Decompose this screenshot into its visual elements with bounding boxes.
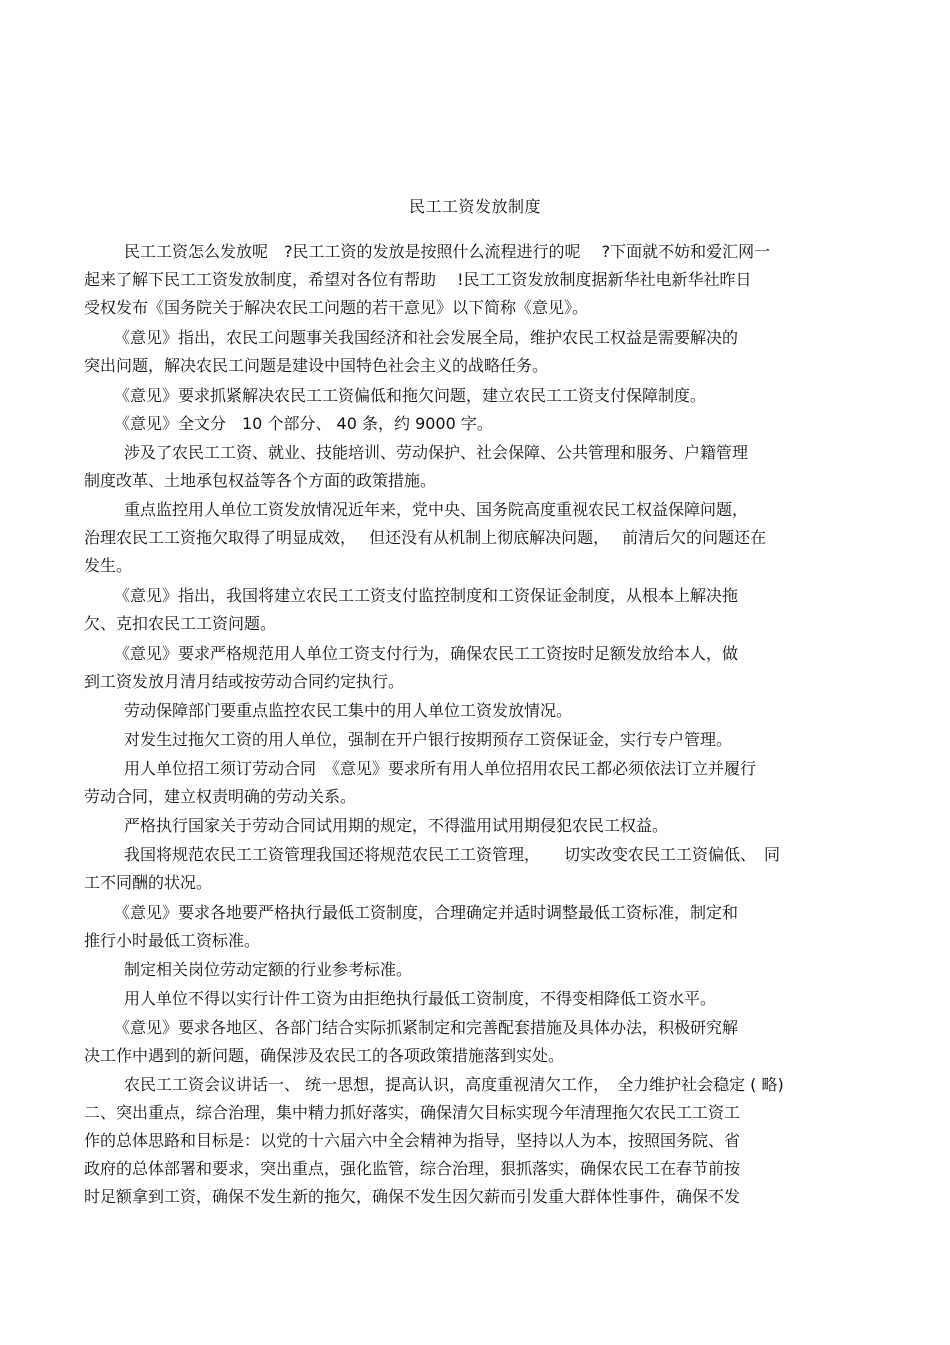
body-line: 重点监控用人单位工资发放情况近年来，党中央、国务院高度重视农民工权益保障问题，: [124, 500, 749, 519]
body-line: 到工资发放月清月结或按劳动合同约定执行。: [84, 672, 405, 691]
body-line: 《意见》要求抓紧解决农民工工资偏低和拖欠问题，建立农民工工资支付保障制度。: [114, 386, 707, 405]
body-line: 受权发布《国务院关于解决农民工问题的若干意见》以下简称《意见》。: [84, 298, 589, 317]
body-line: 民工工资怎么发放呢 ?民工工资的发放是按照什么流程进行的呢 ?下面就不妨和爱汇网一: [124, 242, 771, 261]
body-line: 《意见》要求各地区、各部门结合实际抓紧制定和完善配套措施及具体办法，积极研究解: [114, 1018, 739, 1037]
body-line: 涉及了农民工工资、就业、技能培训、劳动保护、社会保障、公共管理和服务、户籍管理: [124, 443, 749, 462]
body-line: 《意见》指出，我国将建立农民工工资支付监控制度和工资保证金制度，从根本上解决拖: [114, 586, 739, 605]
document-title: 民工工资发放制度: [408, 197, 541, 216]
body-line: 政府的总体部署和要求，突出重点，强化监管，综合治理，狠抓落实，确保农民工在春节前按: [84, 1159, 741, 1178]
body-line: 决工作中遇到的新问题，确保涉及农民工的各项政策措施落到实处。: [84, 1046, 565, 1065]
body-line: 《意见》指出，农民工问题事关我国经济和社会发展全局，维护农民工权益是需要解决的: [114, 328, 739, 347]
body-line: 工不同酬的状况。: [84, 873, 213, 892]
body-line: 《意见》要求严格规范用人单位工资支付行为，确保农民工工资按时足额发放给本人，做: [114, 644, 739, 663]
body-line: 二、突出重点，综合治理，集中精力抓好落实，确保清欠目标实现今年清理拖欠农民工工资工: [84, 1103, 741, 1122]
body-line: 严格执行国家关于劳动合同试用期的规定，不得滥用试用期侵犯农民工权益。: [124, 816, 669, 835]
body-line: 作的总体思路和目标是：以党的十六届六中全会精神为指导，坚持以人为本，按照国务院、省: [84, 1131, 741, 1150]
body-line: 制定相关岗位劳动定额的行业参考标准。: [124, 960, 413, 979]
body-line: 我国将规范农民工工资管理我国还将规范农民工工资管理， 切实改变农民工工资偏低、 同: [124, 845, 781, 864]
body-line: 《意见》要求各地要严格执行最低工资制度，合理确定并适时调整最低工资标准，制定和: [114, 903, 739, 922]
body-line: 劳动合同，建立权责明确的劳动关系。: [84, 787, 357, 806]
body-line: 突出问题，解决农民工问题是建设中国特色社会主义的战略任务。: [84, 356, 549, 375]
body-line: 劳动保障部门要重点监控农民工集中的用人单位工资发放情况。: [124, 701, 573, 720]
body-line: 推行小时最低工资标准。: [84, 931, 261, 950]
body-line: 时足额拿到工资，确保不发生新的拖欠，确保不发生因欠薪而引发重大群体性事件，确保不发: [84, 1187, 741, 1206]
body-line: 对发生过拖欠工资的用人单位，强制在开户银行按期预存工资保证金，实行专户管理。: [124, 730, 733, 749]
body-line: 用人单位招工须订劳动合同 《意见》要求所有用人单位招用农民工都必须依法订立并履行: [124, 759, 757, 778]
body-line: 治理农民工工资拖欠取得了明显成效， 但还没有从机制上彻底解决问题， 前清后欠的问题还在: [84, 528, 767, 547]
body-line: 欠、克扣农民工工资问题。: [84, 614, 277, 633]
body-line: 农民工工资会议讲话一、 统一思想，提高认识，高度重视清欠工作， 全力维护社会稳定 ( 略): [124, 1075, 784, 1094]
body-line: 发生。: [84, 556, 133, 575]
body-line: 起来了解下民工工资发放制度，希望对各位有帮助 !民工工资发放制度据新华社电新华社昨日: [84, 270, 752, 289]
body-line: 制度改革、土地承包权益等各个方面的政策措施。: [84, 471, 437, 490]
body-line: 《意见》全文分 10 个部分、 40 条，约 9000 字。: [114, 414, 493, 433]
body-line: 用人单位不得以实行计件工资为由拒绝执行最低工资制度，不得变相降低工资水平。: [124, 989, 717, 1008]
